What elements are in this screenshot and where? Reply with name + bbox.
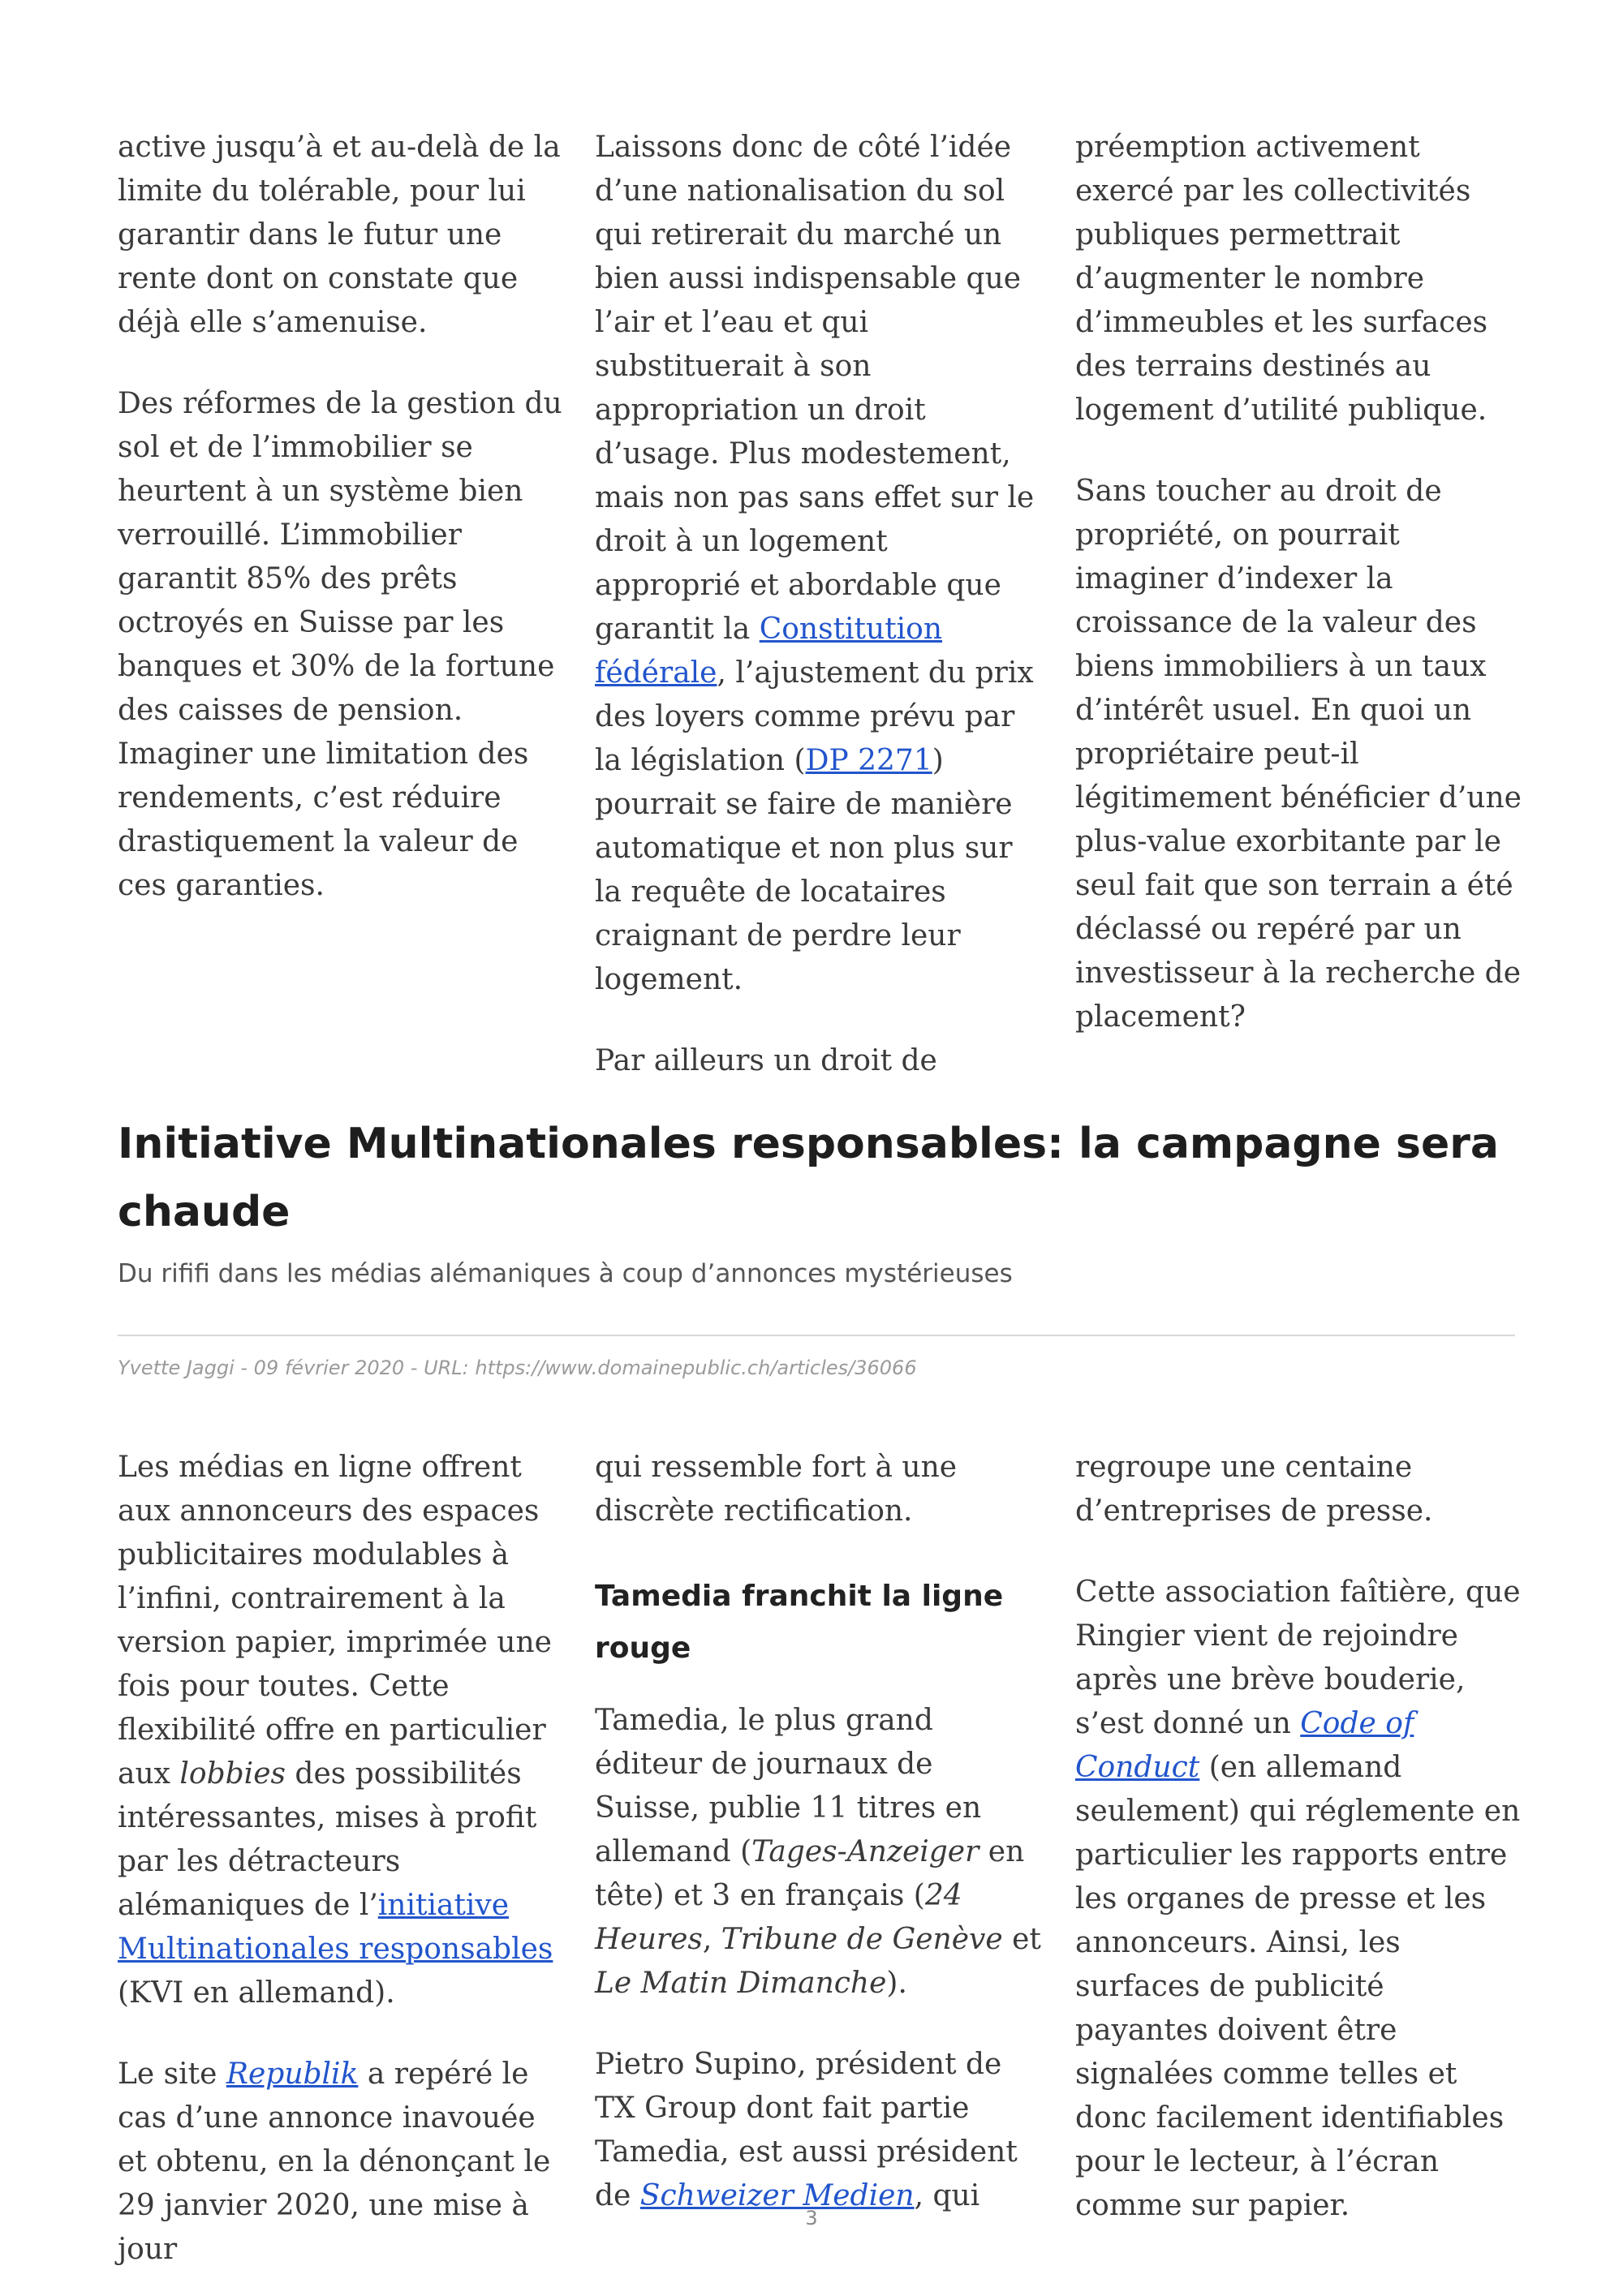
paragraph: qui ressemble fort à une discrète rectification. bbox=[595, 1451, 958, 1528]
paragraph: Des réformes de la gestion du sol et de l’immobilier se heurtent à un système bien verrouillé. L’immobilier garantit 85% des prêts octroyés en Suisse par les banques et 30% de la fortune des caisses de pension. Imaginer une limitation des rendements, c’est réduire drastiquement la valeur de ces garanties. bbox=[118, 387, 562, 902]
column-3-top bbox=[1075, 126, 1522, 1039]
link-initiative[interactable]: initiative Multinationales responsables bbox=[118, 1889, 553, 1966]
column-3-article bbox=[1075, 1446, 1522, 2228]
paragraph: Cette association faîtière, que Ringier vient de rejoindre après une brève bouderie, s’est donné un Code of Conduct (en allemand seulement) qui réglemente en particulier les rapports entre les organes de presse et les annonceurs. Ainsi, les surfaces de publicité payantes doivent être signalées comme telles et donc facilement identifiables pour le lecteur, à l’écran comme sur papier. bbox=[1075, 1576, 1521, 2222]
divider bbox=[118, 1335, 1515, 1336]
paragraph: Pietro Supino, président de TX Group dont fait partie Tamedia, est aussi président de Schweizer Medien, qui bbox=[595, 2048, 1018, 2212]
section-heading: Tamedia franchit la ligne rouge bbox=[595, 1580, 1004, 1665]
link-code-of-conduct[interactable]: Code of Conduct bbox=[1075, 1707, 1414, 1784]
paragraph: regroupe une centaine d’entreprises de presse. bbox=[1075, 1451, 1433, 1528]
paragraph: Par ailleurs un droit de bbox=[595, 1044, 937, 1077]
paragraph: Laissons donc de côté l’idée d’une nationalisation du sol qui retirerait du marché un bien aussi indispensable que l’air et l’eau et qui substituerait à son appropriation un droit d’usage. Plus modestement, mais non pas sans effet sur le droit à un logement approprié et abordable que garantit la Constitution fédérale, l’ajustement du prix des loyers comme prévu par la législation (DP 2271) pourrait se faire de manière automatique et non plus sur la requête de locataires craignant de perdre leur logement. bbox=[595, 131, 1035, 996]
article-title: Initiative Multinationales responsables: la campagne sera chaude bbox=[118, 1120, 1499, 1236]
column-2-top bbox=[595, 126, 1041, 1083]
paragraph: Tamedia, le plus grand éditeur de journaux de Suisse, publie 11 titres en allemand (Tages-Anzeiger en tête) et 3 en français (24 Heures, Tribune de Genève et Le Matin Dimanche). bbox=[595, 1704, 1041, 2000]
column-2-article bbox=[595, 1446, 1041, 2218]
article-meta: Yvette Jaggi - 09 février 2020 - URL: https://www.domainepublic.ch/articles/36066 bbox=[118, 1357, 917, 1379]
paragraph: Les médias en ligne offrent aux annonceurs des espaces publicitaires modulables à l’infini, contrairement à la version papier, imprimée une fois pour toutes. Cette flexibilité offre en particulier aux lobbies des possibilités intéressantes, mises à profit par les détracteurs alémaniques de l’initiative Multinationales responsables (KVI en allemand). bbox=[118, 1451, 553, 2010]
link-constitution-federale[interactable]: Constitution fédérale bbox=[595, 613, 943, 690]
article-subtitle: Du rififi dans les médias alémaniques à coup d’annonces mystérieuses bbox=[118, 1259, 1013, 1288]
paragraph: Le site Republik a repéré le cas d’une annonce inavouée et obtenu, en la dénonçant le 29 janvier 2020, une mise à jour bbox=[118, 2057, 551, 2266]
page-number: 3 bbox=[805, 2207, 818, 2229]
paragraph: préemption activement exercé par les collectivités publiques permettrait d’augmenter le nombre d’immeubles et les surfaces des terrains destinés au logement d’utilité publique. bbox=[1075, 131, 1488, 427]
paragraph: Sans toucher au droit de propriété, on pourrait imaginer d’indexer la croissance de la valeur des biens immobiliers à un taux d’intérêt usuel. En quoi un propriétaire peut-il légitimement bénéficier d’une plus-value exorbitante par le seul fait que son terrain a été déclassé ou repéré par un investisseur à la recherche de placement? bbox=[1075, 475, 1522, 1034]
link-schweizer-medien[interactable]: Schweizer Medien bbox=[639, 2179, 915, 2212]
paragraph: active jusqu’à et au-delà de la limite du tolérable, pour lui garantir dans le futur une rente dont on constate que déjà elle s’amenuise. bbox=[118, 131, 561, 339]
column-1-top bbox=[118, 126, 564, 908]
link-republik[interactable]: Republik bbox=[226, 2057, 359, 2091]
column-1-article bbox=[118, 1446, 564, 2272]
link-dp-2271[interactable]: DP 2271 bbox=[805, 744, 932, 777]
